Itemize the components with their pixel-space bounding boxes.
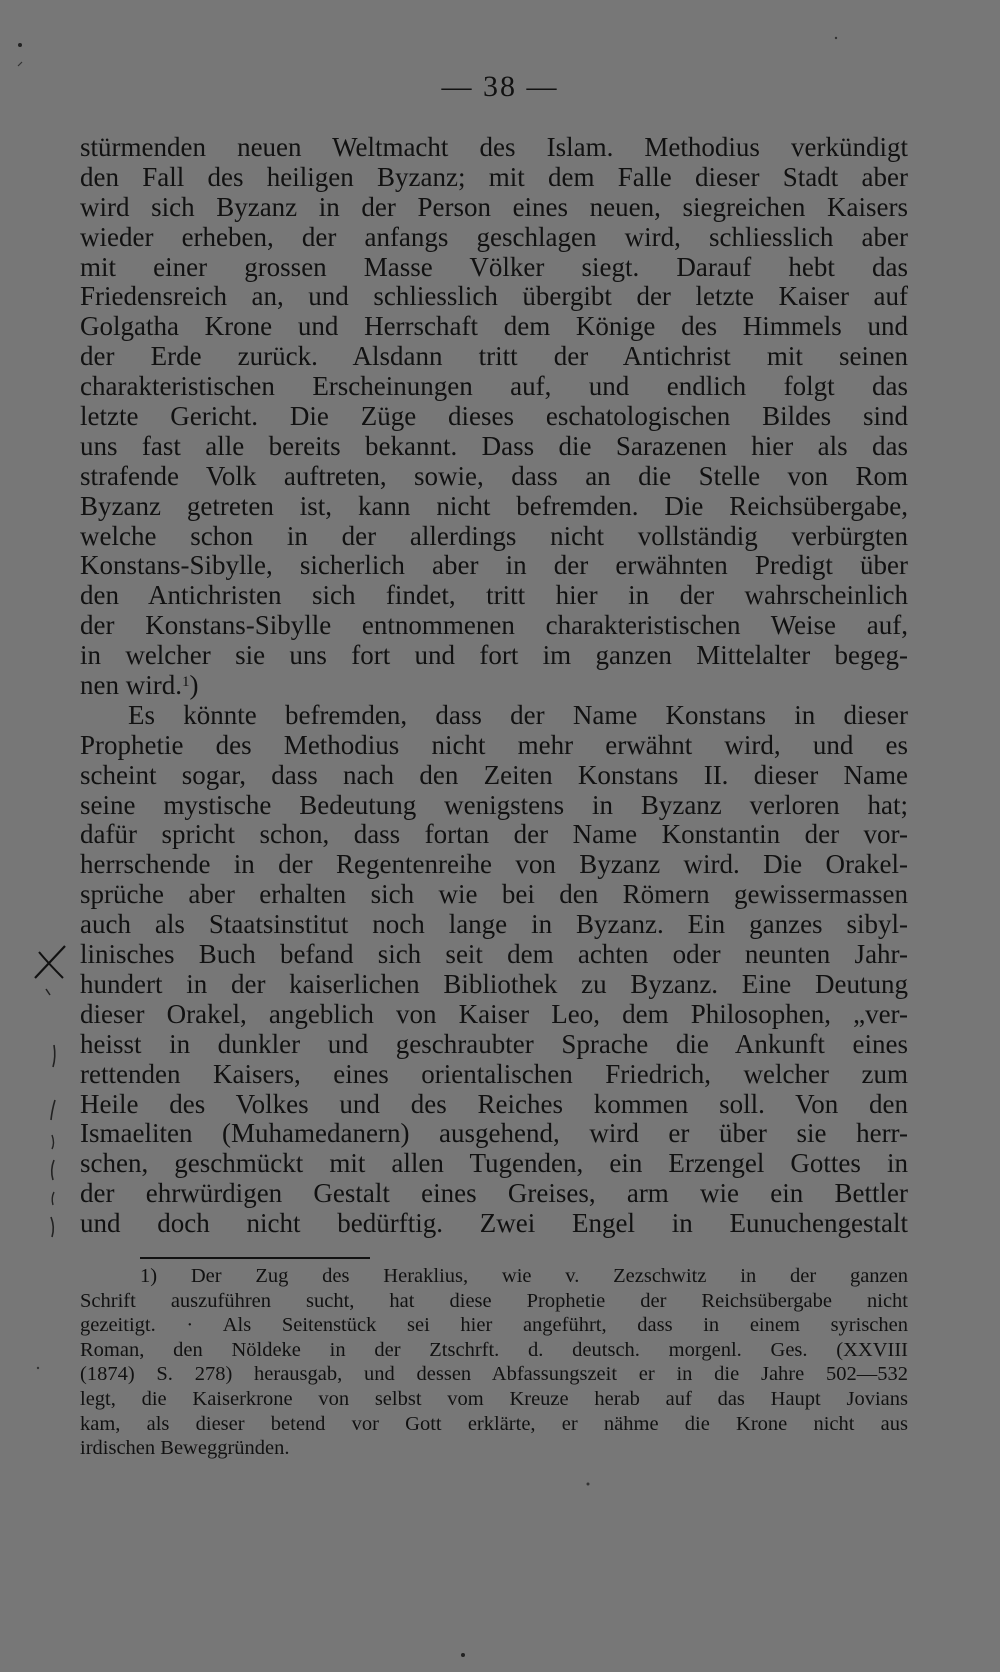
- body-line: Byzanz getreten ist, kann nicht befremden. Die Reichsübergabe,: [80, 491, 908, 521]
- body-line: dieser Orakel, angeblich von Kaiser Leo, dem Philosophen, „ver-: [80, 999, 908, 1029]
- body-text: [80, 133, 908, 1239]
- footnote-line: 1) Der Zug des Heraklius, wie v. Zezschwitz in der ganzen: [140, 1265, 908, 1287]
- body-line: mit einer grossen Masse Völker siegt. Darauf hebt das: [80, 252, 908, 282]
- body-line: uns fast alle bereits bekannt. Dass die Sarazenen hier als das: [80, 431, 908, 461]
- body-line: linisches Buch befand sich seit dem achten oder neunten Jahr-: [80, 940, 908, 970]
- body-line: Friedensreich an, und schliesslich übergibt der letzte Kaiser auf: [80, 282, 908, 312]
- footnotes: [80, 1264, 908, 1461]
- body-line: heisst in dunkler und geschraubter Sprache die Ankunft eines: [80, 1029, 908, 1059]
- body-line: Konstans-Sibylle, sicherlich aber in der erwähnten Predigt über: [80, 551, 908, 581]
- body-line: sprüche aber erhalten sich wie bei den Römern gewissermassen: [80, 880, 908, 910]
- footnote-line: irdischen Beweggründen.: [80, 1437, 290, 1460]
- body-line: scheint sogar, dass nach den Zeiten Konstans II. dieser Name: [80, 760, 908, 790]
- footnote-reference: 1: [181, 674, 190, 691]
- body-line: der ehrwürdigen Gestalt eines Greises, arm wie ein Bettler: [80, 1179, 908, 1209]
- body-line: welche schon in der allerdings nicht vollständig verbürgten: [80, 521, 908, 551]
- body-line: Heile des Volkes und des Reiches kommen soll. Von den: [80, 1089, 908, 1119]
- body-line: strafende Volk auftreten, sowie, dass an die Stelle von Rom: [80, 461, 908, 491]
- body-line: stürmenden neuen Weltmacht des Islam. Methodius verkündigt: [80, 133, 908, 162]
- footnote-line: gezeitigt. · Als Seitenstück sei hier angeführt, dass in einem syrischen: [80, 1314, 908, 1337]
- body-line: dafür spricht schon, dass fortan der Name Konstantin der vor-: [80, 820, 908, 850]
- body-line: und doch nicht bedürftig. Zwei Engel in Eunuchengestalt: [80, 1209, 908, 1239]
- body-line: den Antichristen sich findet, tritt hier in der wahrscheinlich: [80, 581, 908, 611]
- footnote-line: (1874) S. 278) herausgab, und dessen Abfassungszeit er in die Jahre 502—532: [80, 1363, 908, 1386]
- handwritten-margin-brackets: [40, 985, 70, 1240]
- body-line: herrschende in der Regentenreihe von Byzanz wird. Die Orakel-: [80, 850, 908, 880]
- body-line: wird sich Byzanz in der Person eines neuen, siegreichen Kaisers: [80, 192, 908, 222]
- footnote-line: Schrift auszuführen sucht, hat diese Prophetie der Reichsübergabe nicht: [80, 1289, 908, 1312]
- body-line: wieder erheben, der anfangs geschlagen wird, schliesslich aber: [80, 222, 908, 252]
- body-line: der Konstans-Sibylle entnommenen charakteristischen Weise auf,: [80, 611, 908, 641]
- page-number: — 38 —: [441, 70, 559, 103]
- body-line: Golgatha Krone und Herrschaft dem Könige des Himmels und: [80, 312, 908, 342]
- body-line: rettenden Kaisers, eines orientalischen Friedrich, welcher zum: [80, 1059, 908, 1089]
- footnote-line: Roman, den Nöldeke in der Ztschrft. d. deutsch. morgenl. Ges. (XXVIII: [80, 1338, 908, 1361]
- footnote-line: kam, als dieser betend vor Gott erklärte, er nähme die Krone nicht aus: [80, 1412, 908, 1435]
- body-line: in welcher sie uns fort und fort im ganzen Mittelalter begeg-: [80, 641, 908, 671]
- body-line: schen, geschmückt mit allen Tugenden, ein Erzengel Gottes in: [80, 1149, 908, 1179]
- body-line-with-footnote-ref: nen wird.$^1$): [80, 671, 199, 701]
- body-line: den Fall des heiligen Byzanz; mit dem Falle dieser Stadt aber: [80, 162, 908, 192]
- body-line: der Erde zurück. Alsdann tritt der Antichrist mit seinen: [80, 342, 908, 372]
- footnote-separator: [140, 1257, 370, 1259]
- body-line: seine mystische Bedeutung wenigstens in Byzanz verloren hat;: [80, 790, 908, 820]
- footnote-line: legt, die Kaiserkrone von selbst vom Kreuze herab auf das Haupt Jovians: [80, 1387, 908, 1410]
- body-line: charakteristischen Erscheinungen auf, und endlich folgt das: [80, 372, 908, 402]
- body-line: Ismaeliten (Muhamedanern) ausgehend, wird er über sie herr-: [80, 1119, 908, 1149]
- body-line: letzte Gericht. Die Züge dieses eschatologischen Bildes sind: [80, 402, 908, 432]
- body-line: Prophetie des Methodius nicht mehr erwähnt wird, und es: [80, 730, 908, 760]
- body-line: hundert in der kaiserlichen Bibliothek zu Byzanz. Eine Deutung: [80, 969, 908, 999]
- handwritten-cross-mark: [31, 942, 71, 982]
- body-line: Es könnte befremden, dass der Name Konstans in dieser: [128, 700, 908, 730]
- body-line: auch als Staatsinstitut noch lange in Byzanz. Ein ganzes sibyl-: [80, 910, 908, 940]
- paragraph-end-text: nen wird.: [80, 671, 182, 701]
